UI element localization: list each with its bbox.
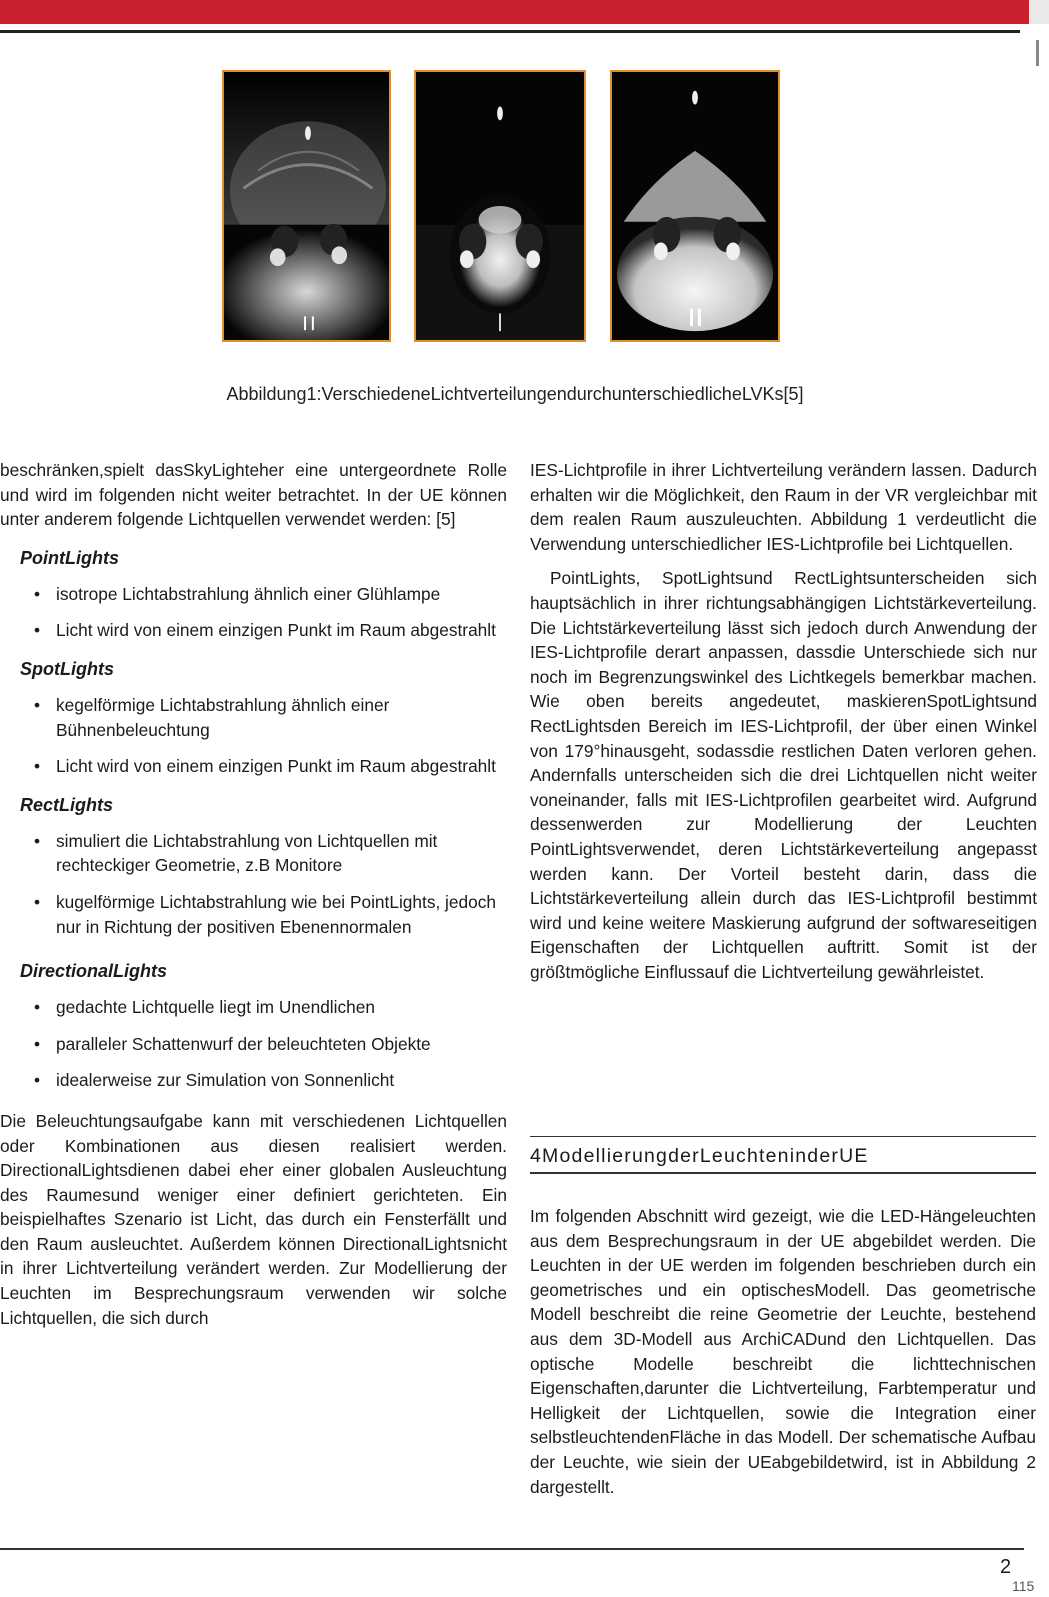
list-item: • isotrope Lichtabstrahlung ähnlich einer Glühlampe: [0, 582, 507, 607]
section-rule-top: [530, 1136, 1036, 1137]
section-heading: 4ModellierungderLeuchteninderUE: [530, 1145, 869, 1167]
footer-rule: [0, 1548, 1024, 1550]
figure-lvk-1-render: [224, 72, 389, 340]
figure-lvk-1: [222, 70, 391, 342]
right-column: [530, 458, 1037, 984]
figure-lvk-2: [414, 70, 586, 342]
left-column: [0, 458, 507, 1330]
figure-lvk-3: [610, 70, 780, 342]
paragraph-lights-comparison: PointLights, SpotLightsund RectLightsunterscheiden sich hauptsächlich in ihrer richtungsabhängigen Lichtstärkeverteilung. Die Lichtstärkeverteilung lässt sich jedoch durch Anwendung der IES-Lichtprofile derart anpassen, dassdie Unterschiede sich nur noch im Begrenzungswinkel des Lichtkegels bemerkbar machen. Wie oben bereits angedeutet, maskierenSpotLightsund RectLightsden Bereich im IES-Lichtprofil, der über einen Winkel von 179°hinausgeht, sodassdie restlichen Daten verloren gehen. Andernfalls unterscheiden sich die drei Lichtquellen nicht weiter voneinander, falls mit IES-Lichtprofilen gearbeitet wird. Aufgrund dessenwerden zur Modellierung der Leuchten PointLightsverwendet, deren Lichtstärkeverteilung angepasst werden kann. Der Vorteil besteht darin, dass die Lichtstärkeverteilung allein durch das IES-Lichtprofil bestimmt wird und keine weitere Maskierung aufgrund der softwareseitigen Eigenschaften der Lichtquellen auftritt. Somit ist der größtmögliche Einflussauf die Lichtverteilung gewährleistet.: [530, 568, 1037, 982]
figure-lvk-2-render: [416, 72, 584, 340]
intro-paragraph: beschränken,spielt dasSkyLighteher eine untergeordnete Rolle und wird im folgenden nicht weiter betrachtet. In der UE können unter anderem folgende Lichtquellen verwendet werden: [5]: [0, 460, 507, 530]
directionallights-list: [0, 995, 507, 1093]
outro-paragraph: Die Beleuchtungsaufgabe kann mit verschiedenen Lichtquellen oder Kombinationen aus diesen realisiert werden. DirectionalLightsdienen dabei eher einer globalen Ausleuchtung des Raumesund weniger einer definiert gerichteten. Ein beispielhaftes Szenario ist Licht, das durch ein Fensterfällt und den Raum ausleuchtet. Außerdem können DirectionalLightsnicht in ihrer Lichtverteilung verändert werden. Zur Modellierung der Leuchten im Besprechungsraum verwenden wir solche Lichtquellen, die sich durch: [0, 1110, 507, 1328]
list-item: • Licht wird von einem einzigen Punkt im Raum abgestrahlt: [0, 754, 507, 779]
figure-lvk-3-render: [612, 72, 778, 340]
list-item: • simuliert die Lichtabstrahlung von Lichtquellen mit rechteckiger Geometrie, z.B Monitore: [0, 829, 507, 878]
header-bar-edge: [1029, 0, 1049, 24]
page-number-secondary: 115: [1012, 1578, 1035, 1594]
subheading-directionallights: DirectionalLights: [20, 961, 168, 982]
page-number: 2: [1000, 1556, 1012, 1578]
list-item: • gedachte Lichtquelle liegt im Unendlichen: [0, 995, 507, 1020]
paragraph-ies: IES-Lichtprofile in ihrer Lichtverteilung verändern lassen. Dadurch erhalten wir die Möglichkeit, den Raum in der VR vergleichbar mit dem realen Raum auszuleuchten. Abbildung 1 verdeutlicht die Verwendung unterschiedlicher IES-Lichtprofile bei Lichtquellen.: [530, 460, 1037, 554]
pointlights-list: [0, 582, 507, 643]
figure-caption: Abbildung1:VerschiedeneLichtverteilungendurchunterschiedlicheLVKs[5]: [226, 384, 804, 404]
header-rule: [0, 30, 1020, 33]
list-item: • Licht wird von einem einzigen Punkt im Raum abgestrahlt: [0, 618, 507, 643]
spotlights-list: [0, 693, 507, 779]
paragraph-modellierung: Im folgenden Abschnitt wird gezeigt, wie die LED-Hängeleuchten aus dem Besprechungsraum in der UE abgebildet werden. Die Leuchten in der UE werden im folgenden beschrieben durch ein geometrisches und ein optischesModell. Das geometrische Modell beschreibt die reine Geometrie der Leuchte, bestehend aus dem 3D-Modell aus ArchiCADund den Lichtquellen. Das optische Modelle beschreibt die lichttechnischen Eigenschaften,darunter die Lichtverteilung, Farbtemperatur und Helligkeit der Lichtquellen, sowie die Integration einer selbstleuchtendenFläche in das Modell. Der schematische Aufbau der Leuchte, wie siein der UEabgebildetwird, ist in Abbildung 2 dargestellt.: [530, 1206, 1036, 1497]
list-item: • idealerweise zur Simulation von Sonnenlicht: [0, 1068, 507, 1093]
margin-mark: [1036, 40, 1039, 66]
header-red-bar: [0, 0, 1029, 24]
subheading-rectlights: RectLights: [20, 794, 114, 815]
list-item: • kugelförmige Lichtabstrahlung wie bei PointLights, jedoch nur in Richtung der positiven Ebenennormalen: [0, 890, 507, 939]
subheading-spotlights: SpotLights: [20, 658, 114, 679]
subheading-pointlights: PointLights: [20, 547, 119, 568]
section-4: [530, 1136, 1036, 1499]
list-item: • paralleler Schattenwurf der beleuchteten Objekte: [0, 1032, 507, 1057]
section-rule-bottom: [530, 1172, 1036, 1174]
list-item: • kegelförmige Lichtabstrahlung ähnlich einer Bühnenbeleuchtung: [0, 693, 507, 742]
rectlights-list: [0, 829, 507, 939]
